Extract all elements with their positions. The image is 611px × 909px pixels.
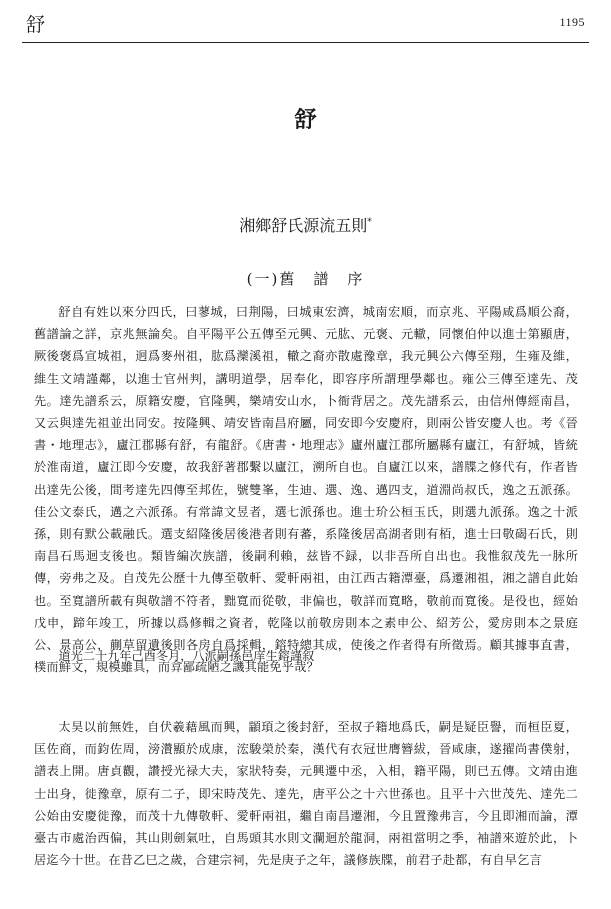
section-title-text: 湘鄉舒氏源流五則: [239, 216, 368, 235]
paragraph-2-text: 太昊以前無姓，自伏羲藉風而興，顓頊之後封舒，至叔子籍地爲氏，嗣是疑臣譽，而桓臣夏，匡佐商，而鈞佐周，滂灒顯於成康，浤駿榮於秦，漢代有衣冠世膺簪紱，晉咸康，遂擢尚書僕射，譜表上開。唐貞觀，讚授光禄大夫，家狀特奏，元興遷中丞，入相，籍平陽，則已五傳。文靖由進士出身，徙豫章，原有二子，即宋時茂先、達先，唐平公之十六世孫也。且平十六世茂先、達先二公始由安慶徙豫，而茂十九傳敬軒、愛軒兩祖，繼自南昌遷湘，今且置豫弗言，今且即湘而論，潭臺古市處治西偏，其山則劍氣吐，自馬頭其水則文瀾迴於龍洞，兩祖當明之季，袖譜來遊於此，卜居迄今十世。在昔乙巳之歲，合建宗祠，先是庚子之年，議修族牒，前君子赴都，有自早乞言: [34, 720, 578, 868]
section-title: [0, 213, 611, 236]
paragraph-2: [34, 716, 578, 871]
page-number: 1195: [559, 15, 585, 29]
subsection-title: (一)舊 譜 序: [246, 270, 365, 288]
header-rule: [22, 42, 589, 43]
paragraph-1: [34, 301, 578, 678]
main-title: 舒: [294, 107, 317, 133]
paragraph-1-text: 舒自有姓以來分四氏，曰蓼城，曰荆陽，曰城東宏濟，城南宏順，而京兆、平陽咸爲順公裔，舊譜論之詳，京兆無論矣。自平陽平公五傳至元興、元肱、元褒、元轍，同懷伯仲以進士第顯唐，厥後褒爲宣城祖，迥爲麥州祖，肱爲灤溪祖，轍之裔亦散處豫章，我元興公六傳至翔，生雍及維，維生文靖謹鄰，以進士官州判，講明道學，居奉化，即容序所謂理學鄰也。雍公三傳至達先、茂先。達先譜系云，原籍安慶，官隆興，樂靖安山水，卜衙背居之。茂先譜系云，由信州傳經南昌，又云與達先祖並出同安。按隆興、靖安皆南昌府屬，同安即今安慶府，則兩公皆安慶人也。考《晉書・地理志》，廬江郡縣有舒，有龍舒。《唐書・地理志》廬州廬江郡所屬縣有廬江，有舒城，皆統於淮南道，廬江即今安慶，故我舒著郡繫以廬江，溯所自也。自廬江以來，譜牒之修代有，作者皆出達先公後，間考達先四傳至邦佐，號雙峯，生迪、選、逸、邁四支，道淵尚叔氏，逸之五派孫。佳公文泰氏，邁之六派孫。有常諱文昱者，選七派孫也。進士玠公桓玉氏，則選九派孫。逸之十派孫，則有默公載融氏。選支紹隆後居後港者則有蕃，系隆後居高湖者則有栢，進士曰敬碣石氏，則南昌石馬迴支後也。類皆編次族譜，後嗣利賴，兹皆不録，以非吾所自出也。我惟叙茂先一脉所傳，旁弗之及。自茂先公歷十九傳至敬軒、愛軒兩祖，由江西古籍潭臺，爲遷湘祖，湘之譜自此始也。至寬譜所載有與敬譜不符者，黜寬而從敬，非偏也，敬詳而寬略，敬前而寬後。是役也，經始戊申，蹄年竣工，所據以爲修輯之資者，乾隆以前敬房則本之素申公、紹芳公，愛房則本之景庭公、景高公，蒯草留遺後則各房自爲採輯，鎔特總其成，使後之作者得有所徵焉。顧其據事直書，樸而鮮文，規模雖具，而弇鄙疏陋之譏其能免乎哉？: [34, 305, 578, 675]
signature-line: 道光二十九年己酉冬月，八派嗣孫邑庠生鎔謹叙: [58, 649, 315, 663]
header-char: 舒: [26, 14, 46, 36]
page-header: [26, 10, 585, 40]
footnote-mark: *: [367, 217, 372, 228]
